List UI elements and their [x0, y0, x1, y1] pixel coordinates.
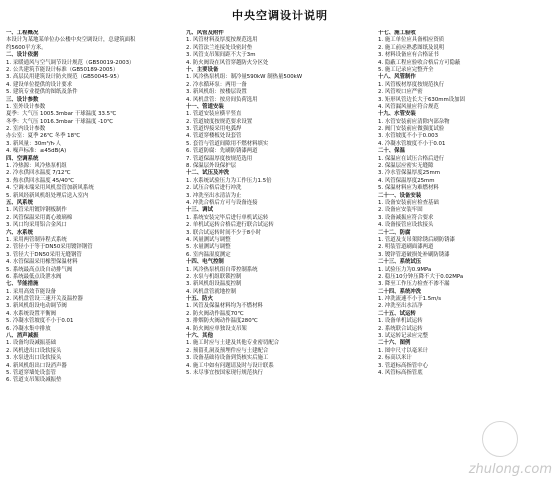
- text-line: 2. 标高以米计: [378, 355, 412, 362]
- text-line: 2. 施工前应熟悉图纸及说明: [378, 44, 445, 51]
- text-line: 四、空调系统: [6, 155, 39, 162]
- text-line: 1. 风管材料及厚度按规范选用: [186, 37, 258, 44]
- text-line: 2. 水泵与机组联锁控制: [186, 273, 242, 280]
- text-line: 4. 空调末端采用风机盘管加新风系统: [6, 185, 94, 192]
- text-line: 2. 冷水循环泵：两用一备: [186, 81, 247, 88]
- text-line: 3. 材料设备应有合格证书: [378, 52, 439, 59]
- text-line: 十二、试压及冲洗: [186, 170, 230, 177]
- text-line: 2. 管径小于等于DN50采用镀锌钢管: [6, 244, 93, 251]
- text-line: 十三、调试: [186, 207, 213, 214]
- text-line: 1. 风冷热泵机组：制冷量590kW 制热量500kW: [186, 74, 303, 81]
- text-line: 2. 单机试运转合格后进行联合试运转: [186, 222, 274, 229]
- text-line: 4. 新风机组出口设消声器: [6, 362, 67, 369]
- text-line: 夏季：大气压 1005.3mbar 干球温度 33.5℃: [6, 111, 117, 118]
- text-line: 4. 管道穿楼板处设套管: [186, 133, 242, 140]
- text-line: 1. 风冷热泵机组自带控制系统: [186, 266, 258, 273]
- text-line: 1. 设备单机试运转: [378, 318, 423, 325]
- text-line: 2. 明装管道刷面漆两道: [378, 244, 434, 251]
- watermark: zhulong.com: [468, 462, 552, 477]
- text-line: 1. 施工时应与土建及其他专业密切配合: [186, 340, 280, 347]
- text-line: 4. 风量测试与调整: [186, 236, 231, 243]
- text-line: 十、主要设备: [186, 66, 219, 73]
- text-line: 3. 高层民用建筑设计防火规范（GB50045-95）: [6, 74, 123, 81]
- text-line: 3. 新风机组设电动调节阀: [6, 303, 67, 310]
- text-line: 2. 冲洗至出水洁净: [378, 303, 423, 310]
- text-line: 5. 套管与管道间隙用不燃材料填实: [186, 140, 269, 147]
- text-line: 二十五、试运转: [378, 310, 416, 317]
- watermark-logo-icon: [482, 421, 518, 457]
- text-line: 3. 管道标高指管中心: [378, 362, 428, 369]
- text-line: 十六、其他: [186, 333, 213, 340]
- text-line: 2. 防火阀动作温度70℃: [186, 310, 244, 317]
- text-line: 4. 施工中如有问题请及时与设计联系: [186, 362, 274, 369]
- text-line: 1. 采暖通风与空气调节设计规范（GB50019-2003）: [6, 59, 135, 66]
- text-line: 六、水系统: [6, 229, 33, 236]
- text-line: 6. 管道防腐：先刷防锈漆两道: [186, 148, 258, 155]
- text-line: 4. 水管保温采用橡塑保温材料: [6, 259, 78, 266]
- text-line: 十八、风管制作: [378, 74, 416, 81]
- text-line: 4. 风机盘管就地控制: [186, 288, 236, 295]
- text-line: 4. 风机盘管：按房间负荷选用: [186, 96, 258, 103]
- text-line: 二十三、系统试压: [378, 259, 422, 266]
- text-line: 3. 风口均采用铝合金风口: [6, 222, 67, 229]
- text-line: 二、设计依据: [6, 52, 39, 59]
- text-line: 6. 室内温湿度测定: [186, 251, 231, 258]
- text-line: 4. 风管漏风量应符合规范: [378, 103, 439, 110]
- text-line: 4. 设备接管应设软接头: [378, 222, 434, 229]
- text-line: 1. 管道及支吊架除锈后刷防锈漆: [378, 236, 455, 243]
- text-line: 4. 噪声标准：≤45dB(A): [6, 148, 67, 155]
- text-line: 2. 风管法兰连接处设密封垫: [186, 44, 253, 51]
- text-line: 5. 建筑专业提供的图纸及条件: [6, 89, 78, 96]
- text-line: 3. 管道焊接采用电弧焊: [186, 126, 242, 133]
- text-line: 五、风系统: [6, 199, 33, 206]
- text-line: 3. 新风机组设温度控制: [186, 281, 242, 288]
- text-line: 5. 新风经新风机组处理后送入室内: [6, 192, 89, 199]
- text-line: 2. 预留孔洞及预埋件应与土建配合: [186, 347, 269, 354]
- text-line: 3. 排烟防火阀动作温度280℃: [186, 318, 258, 325]
- text-line: 2. 风管咬口应严密: [378, 89, 423, 96]
- column-middle: [186, 30, 370, 377]
- text-line: 5. 保温材料应为难燃材料: [378, 185, 439, 192]
- text-line: 1. 水系统试验压力为工作压力1.5倍: [186, 177, 272, 184]
- text-line: 十七、施工验收: [378, 30, 416, 36]
- text-line: 1. 室外设计参数: [6, 103, 46, 110]
- text-line: 3. 冷水管保温厚度25mm: [378, 170, 440, 177]
- text-line: 3. 新风量：30m³/h·人: [6, 140, 62, 147]
- text-line: 3. 管径大于DN50采用无缝钢管: [6, 251, 82, 258]
- text-line: 二十一、设备安装: [378, 192, 422, 199]
- text-line: 十五、防火: [186, 296, 213, 303]
- text-line: 4. 建设单位提供的设计要求: [6, 81, 73, 88]
- text-line: 七、节能措施: [6, 281, 39, 288]
- text-line: 6. 系统最低点设泄水阀: [6, 273, 62, 280]
- text-line: 2. 系统联合试运转: [378, 325, 423, 332]
- text-line: 4. 防火阀应单独设支吊架: [186, 325, 247, 332]
- text-line: 1. 保温应在试压合格后进行: [378, 155, 445, 162]
- text-line: 本设计为某地某单位办公楼中央空调设计，总建筑面积: [6, 37, 136, 44]
- text-line: 5. 未尽事宜按国家现行规范执行: [186, 369, 263, 376]
- text-line: 1. 冷热源：风冷热泵机组: [6, 163, 67, 170]
- text-line: 1. 图中尺寸以毫米计: [378, 347, 428, 354]
- column-left: [6, 30, 176, 385]
- text-line: 2. 风管保温采用离心玻璃棉: [6, 214, 73, 221]
- text-line: 2. 管道坡度按规范要求设置: [186, 118, 253, 125]
- text-line: 2. 稳压10分钟压降不大于0.02MPa: [378, 273, 464, 280]
- text-line: 4. 风管标高指管底: [378, 369, 423, 376]
- text-line: 二十四、系统冲洗: [378, 288, 422, 295]
- text-line: 5. 冷凝水管坡度不小于0.01: [6, 318, 74, 325]
- text-line: 2. 风机盘管设三速开关及温控器: [6, 296, 83, 303]
- text-line: 2. 公共建筑节能设计标准（GB50189-2005）: [6, 66, 119, 73]
- column-right: [378, 30, 556, 377]
- text-line: 1. 设备安装前应检查基础: [378, 199, 439, 206]
- text-line: 6. 冷凝水集中排放: [6, 325, 51, 332]
- text-line: 2. 风机进出口设软接头: [6, 347, 62, 354]
- text-line: 1. 采用两管制异程式系统: [6, 236, 67, 243]
- text-line: 1. 试验压力为0.9MPa: [378, 266, 432, 273]
- text-line: 3. 矩形风管边长大于630mm设加固: [378, 96, 465, 103]
- text-line: 1. 风管采用镀锌钢板制作: [6, 207, 67, 214]
- text-line: 1. 系统安装完毕后进行单机试运转: [186, 214, 269, 221]
- text-line: 1. 冲洗流速不小于1.5m/s: [378, 296, 442, 303]
- text-line: 5. 管道穿墙处设套管: [6, 369, 56, 376]
- text-line: 3. 水管坡度不小于0.003: [378, 133, 439, 140]
- text-line: 3. 水泵进出口设软接头: [6, 355, 62, 362]
- text-line: 3. 风管支吊架间距不大于3m: [186, 52, 256, 59]
- text-line: 九、风管及附件: [186, 30, 224, 36]
- text-line: 2. 设备应安装牢固: [378, 207, 423, 214]
- text-line: 3. 冲洗至出水清洁为止: [186, 192, 242, 199]
- text-line: 2. 保温层应密实无缝隙: [378, 163, 434, 170]
- text-line: 4. 防火阀设在风管穿越防火分区处: [186, 59, 269, 66]
- text-line: 1. 风管及保温材料均为不燃材料: [186, 303, 263, 310]
- text-line: 1. 管道安装应横平竖直: [186, 111, 242, 118]
- text-line: 4. 冷凝水管坡度不小于0.01: [378, 140, 446, 147]
- text-line: 4. 水系统设置平衡阀: [6, 310, 56, 317]
- text-line: 办公室：夏季 26℃ 冬季 18℃: [6, 133, 81, 140]
- text-line: 2. 试压合格后进行冲洗: [186, 185, 242, 192]
- text-line: 二十二、防腐: [378, 229, 411, 236]
- text-line: 3. 热水供回水温度 45/40℃: [6, 177, 74, 184]
- text-line: 5. 水量测试与调整: [186, 244, 231, 251]
- text-line: 十四、电气控制: [186, 259, 224, 266]
- text-line: 6. 管道支吊架设减振垫: [6, 377, 62, 384]
- text-line: 十九、水管安装: [378, 111, 416, 118]
- text-line: 3. 降至工作压力检查不渗不漏: [378, 281, 450, 288]
- page-title: 中央空调设计说明: [232, 9, 328, 22]
- text-line: 3. 试运转记录应完整: [378, 333, 428, 340]
- text-line: 1. 采用高效节能设备: [6, 288, 56, 295]
- text-line: 1. 设备均设减振基础: [6, 340, 56, 347]
- text-line: 冬季：大气压 1016.3mbar 干球温度 -10℃: [6, 118, 113, 125]
- text-line: 三、设计参数: [6, 96, 39, 103]
- text-line: 二十、保温: [378, 148, 405, 155]
- text-line: 十一、管道安装: [186, 103, 224, 110]
- text-line: 八、消声减振: [6, 333, 39, 340]
- text-line: 一、工程概况: [6, 30, 39, 36]
- text-line: 3. 联合试运转时间不少于8小时: [186, 229, 261, 236]
- text-line: 3. 新风机组：按楼层设置: [186, 89, 247, 96]
- text-line: 8. 保温层外设保护层: [186, 163, 236, 170]
- text-line: 3. 设备减振应符合要求: [378, 214, 434, 221]
- text-line: 二十六、图例: [378, 340, 411, 347]
- text-line: 1. 水管安装前应清除内部杂物: [378, 118, 450, 125]
- text-line: 3. 设备基础待设备到货核实后施工: [186, 355, 269, 362]
- text-line: 1. 风管板材厚度按规范执行: [378, 81, 445, 88]
- text-line: 2. 冷水供回水温度 7/12℃: [6, 170, 71, 177]
- text-line: 7. 管道保温厚度按规范选用: [186, 155, 253, 162]
- text-line: 2. 阀门安装前应做强度试验: [378, 126, 445, 133]
- text-line: 5. 施工记录应完整齐全: [378, 66, 434, 73]
- text-line: 1. 施工单位应具备相应资质: [378, 37, 445, 44]
- text-line: 2. 室内设计参数: [6, 126, 46, 133]
- text-line: 4. 风管保温厚度25mm: [378, 177, 435, 184]
- text-line: 5. 系统最高点设自动排气阀: [6, 266, 73, 273]
- text-line: 4. 冲洗合格后方可与设备连接: [186, 199, 258, 206]
- text-line: 3. 镀锌管道破损处补刷防锈漆: [378, 251, 450, 258]
- text-line: 4. 隐蔽工程应验收合格后方可隐蔽: [378, 59, 461, 66]
- text-line: 约5600平方米。: [6, 44, 47, 51]
